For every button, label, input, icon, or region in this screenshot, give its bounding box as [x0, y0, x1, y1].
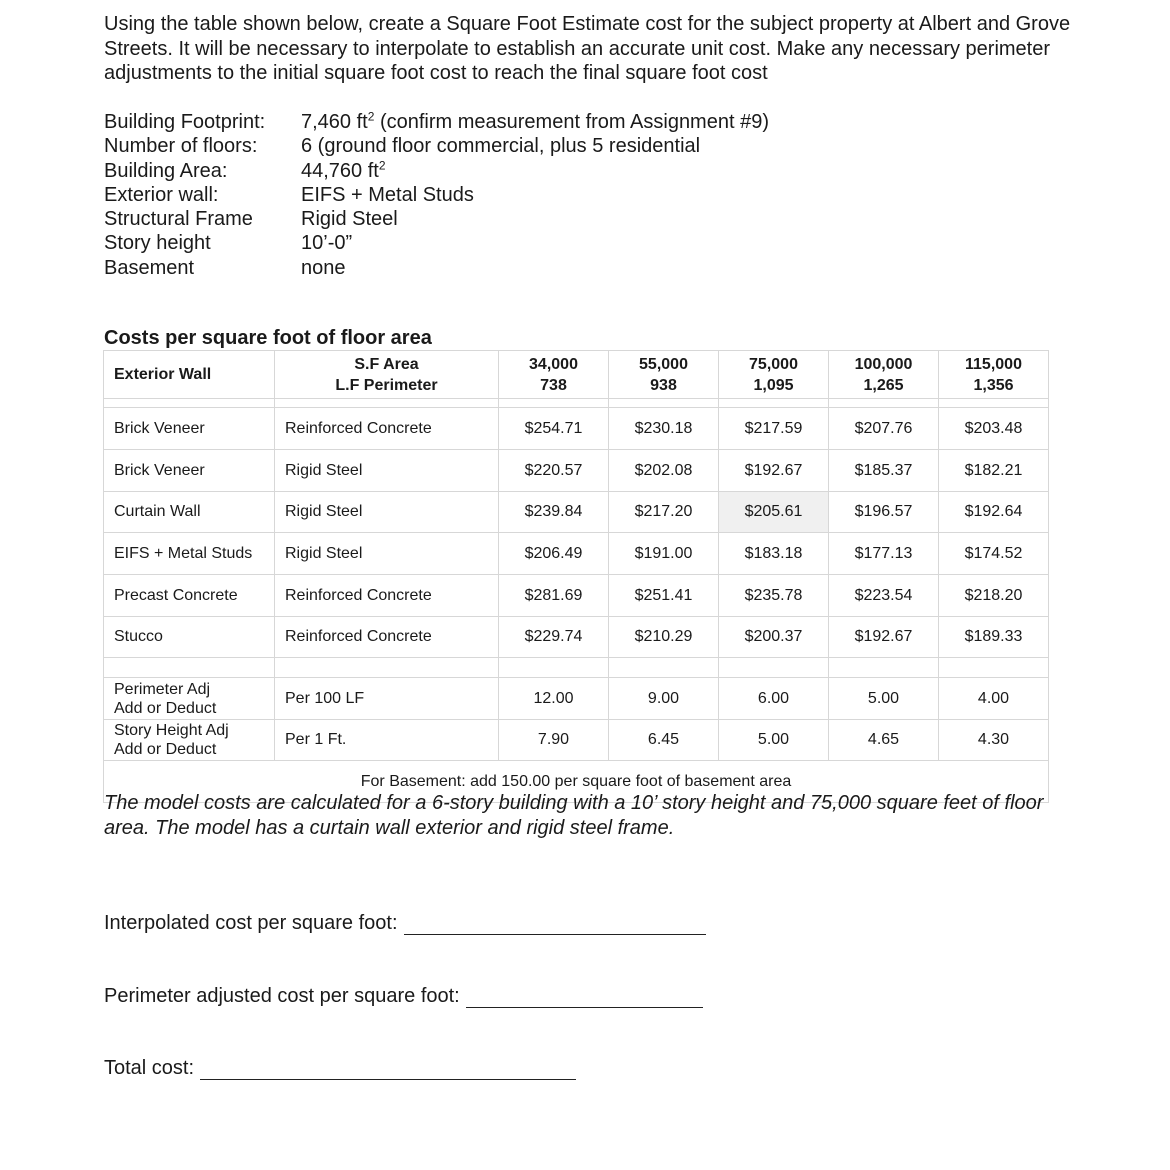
frame-cell: Reinforced Concrete [275, 575, 499, 617]
header-exterior-wall: Exterior Wall [104, 351, 275, 399]
table-title: Costs per square foot of floor area [104, 327, 432, 349]
property-label: Building Area: [104, 159, 228, 182]
instructions-paragraph: Using the table shown below, create a Square Foot Estimate cost for the subject property at Albert and Grove Streets. It will be necessary to interpolate to establish an accurate unit cost. Make any necessary perimeter adjustments to the initial square foot cost to reach the final square foot cost [104, 13, 1071, 84]
adjustment-value: 4.30 [939, 720, 1049, 761]
adjustment-unit: Per 1 Ft. [275, 720, 499, 761]
perimeter-adjusted-cost-blank[interactable] [466, 987, 703, 1008]
header-area-perimeter: S.F Area L.F Perimeter [275, 351, 499, 399]
total-cost-label: Total cost: [104, 1057, 195, 1079]
adjustment-value: 12.00 [499, 678, 609, 720]
property-row [104, 207, 769, 231]
adjustment-value: 9.00 [609, 678, 719, 720]
total-cost-field [104, 1057, 576, 1080]
header-size-column: 100,000 1,265 [829, 351, 939, 399]
property-label: Basement [104, 256, 195, 279]
cost-cell: $207.76 [829, 408, 939, 450]
table-header-row [104, 351, 1049, 399]
table-row [104, 492, 1049, 533]
model-cost-cell: $205.61 [719, 492, 829, 533]
property-row [104, 110, 769, 134]
adjustment-label: Perimeter Adj Add or Deduct [104, 678, 275, 720]
cost-cell: $229.74 [499, 617, 609, 658]
exterior-wall-cell: Brick Veneer [104, 450, 275, 492]
exterior-wall-cell: Precast Concrete [104, 575, 275, 617]
exterior-wall-cell: EIFS + Metal Studs [104, 533, 275, 575]
property-value: EIFS + Metal Studs [301, 183, 474, 206]
adjustment-label: Story Height Adj Add or Deduct [104, 720, 275, 761]
property-row [104, 231, 769, 255]
adjustment-value: 6.45 [609, 720, 719, 761]
cost-cell: $206.49 [499, 533, 609, 575]
interpolated-cost-field [104, 912, 706, 935]
frame-cell: Rigid Steel [275, 492, 499, 533]
adjustment-value: 4.65 [829, 720, 939, 761]
header-size-column: 115,000 1,356 [939, 351, 1049, 399]
cost-table [103, 350, 1049, 803]
cost-cell: $217.20 [609, 492, 719, 533]
adjustment-value: 4.00 [939, 678, 1049, 720]
cost-cell: $182.21 [939, 450, 1049, 492]
property-label: Exterior wall: [104, 183, 219, 206]
cost-cell: $223.54 [829, 575, 939, 617]
cost-cell: $196.57 [829, 492, 939, 533]
property-row [104, 183, 769, 207]
frame-cell: Rigid Steel [275, 533, 499, 575]
header-size-column: 55,000 938 [609, 351, 719, 399]
adjustment-row [104, 720, 1049, 761]
property-value: 6 (ground floor commercial, plus 5 residential [301, 135, 701, 158]
cost-cell: $251.41 [609, 575, 719, 617]
perimeter-adjusted-cost-field [104, 985, 703, 1008]
adjustment-unit: Per 100 LF [275, 678, 499, 720]
cost-cell: $254.71 [499, 408, 609, 450]
adjustment-value: 7.90 [499, 720, 609, 761]
table-row [104, 533, 1049, 575]
cost-cell: $185.37 [829, 450, 939, 492]
property-label: Structural Frame [104, 208, 253, 231]
cost-cell: $202.08 [609, 450, 719, 492]
cost-cell: $174.52 [939, 533, 1049, 575]
model-note: The model costs are calculated for a 6-story building with a 10’ story height and 75,000 square feet of floor area. The model has a curtain wall exterior and rigid steel frame. [104, 792, 1044, 839]
cost-cell: $210.29 [609, 617, 719, 658]
basement-note: For Basement: add 150.00 per square foot of basement area [104, 761, 1049, 803]
total-cost-blank[interactable] [200, 1059, 576, 1080]
frame-cell: Reinforced Concrete [275, 617, 499, 658]
cost-cell: $192.67 [829, 617, 939, 658]
table-row [104, 408, 1049, 450]
exterior-wall-cell: Curtain Wall [104, 492, 275, 533]
property-row [104, 134, 769, 158]
cost-cell: $177.13 [829, 533, 939, 575]
cost-cell: $200.37 [719, 617, 829, 658]
interpolated-cost-label: Interpolated cost per square foot: [104, 912, 398, 934]
cost-cell: $239.84 [499, 492, 609, 533]
table-row [104, 450, 1049, 492]
interpolated-cost-blank[interactable] [404, 914, 706, 935]
frame-cell: Rigid Steel [275, 450, 499, 492]
property-value: 7,460 $ft^2$ (confirm measurement from Assignment #9) [301, 109, 769, 133]
property-value: 10’-0” [301, 232, 353, 255]
exterior-wall-cell: Stucco [104, 617, 275, 658]
adjustment-value: 5.00 [829, 678, 939, 720]
spacer-row [104, 399, 1049, 408]
building-properties [104, 110, 769, 280]
cost-cell: $220.57 [499, 450, 609, 492]
cost-cell: $281.69 [499, 575, 609, 617]
cost-cell: $183.18 [719, 533, 829, 575]
cost-cell: $230.18 [609, 408, 719, 450]
spacer-row [104, 658, 1049, 678]
property-row [104, 159, 769, 183]
cost-cell: $189.33 [939, 617, 1049, 658]
property-value: Rigid Steel [301, 208, 398, 231]
property-label: Building Footprint: [104, 111, 266, 133]
header-size-column: 75,000 1,095 [719, 351, 829, 399]
perimeter-adjusted-cost-label: Perimeter adjusted cost per square foot: [104, 985, 460, 1007]
adjustment-row [104, 678, 1049, 720]
property-value: none [301, 256, 346, 279]
cost-cell: $217.59 [719, 408, 829, 450]
cost-cell: $203.48 [939, 408, 1049, 450]
cost-cell: $192.67 [719, 450, 829, 492]
frame-cell: Reinforced Concrete [275, 408, 499, 450]
property-label: Story height [104, 232, 211, 255]
cost-cell: $218.20 [939, 575, 1049, 617]
adjustment-value: 5.00 [719, 720, 829, 761]
table-row [104, 617, 1049, 658]
table-row [104, 575, 1049, 617]
cost-cell: $192.64 [939, 492, 1049, 533]
exterior-wall-cell: Brick Veneer [104, 408, 275, 450]
header-size-column: 34,000 738 [499, 351, 609, 399]
property-label: Number of floors: [104, 135, 258, 158]
adjustment-value: 6.00 [719, 678, 829, 720]
cost-cell: $191.00 [609, 533, 719, 575]
property-row [104, 256, 769, 280]
cost-cell: $235.78 [719, 575, 829, 617]
property-value: 44,760 $ft^2$ [301, 157, 386, 182]
